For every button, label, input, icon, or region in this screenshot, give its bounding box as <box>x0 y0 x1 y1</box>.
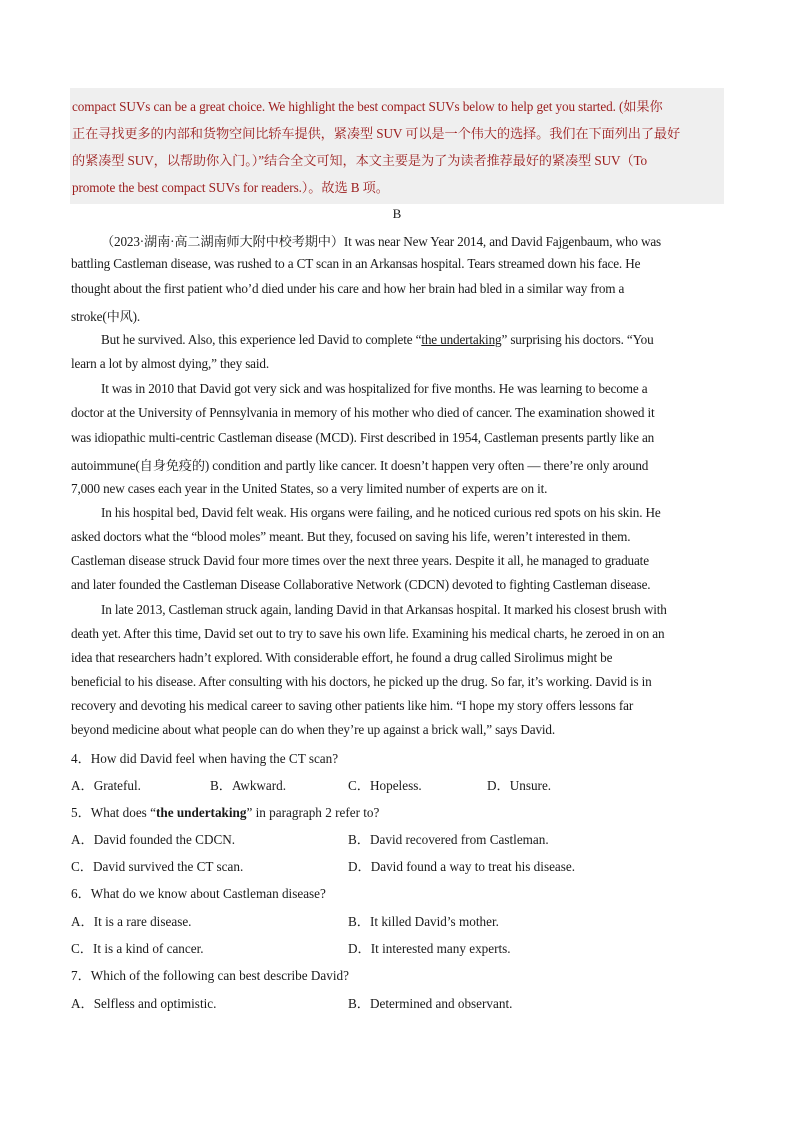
answer-line-3: 的紧凑型 SUV，以帮助你入门。）”结合全文可知，本文主要是为了为读者推荐最好的紧凑型 SUV（To <box>72 153 648 168</box>
passage-line: thought about the first patient who’d died under his care and how her brain had bled in a similar way from a <box>71 281 625 296</box>
option-c[interactable]: C．David survived the CT scan. <box>71 859 244 874</box>
answer-explanation-box <box>70 88 724 204</box>
answer-line-1: compact SUVs can be a great choice. We highlight the best compact SUVs below to help get you started. (如果你 <box>72 99 663 114</box>
passage-line: battling Castleman disease, was rushed to a CT scan in an Arkansas hospital. Tears streamed down his face. He <box>71 256 641 271</box>
bold-phrase: the undertaking <box>155 805 247 820</box>
passage-line: beyond medicine about what people can do when they’re up against a brick wall,” says David. <box>71 722 556 737</box>
underlined-phrase: the undertaking <box>421 332 502 347</box>
passage-line: In late 2013, Castleman struck again, landing David in that Arkansas hospital. It marked his closest brush with <box>101 602 667 617</box>
passage-line: recovery and devoting his medical career to saving other patients like him. “I hope my story offers lessons far <box>71 698 634 713</box>
question-stem: 4．How did David feel when having the CT scan? <box>71 751 339 766</box>
section-letter: B <box>392 206 402 221</box>
answer-line-4: promote the best compact SUVs for readers.）。故选 B 项。 <box>72 180 389 195</box>
passage-text: But he survived. Also, this experience led David to complete “ <box>101 332 422 347</box>
passage-line: and later founded the Castleman Disease Collaborative Network (CDCN) devoted to fighting Castleman disease. <box>71 577 651 592</box>
passage-line: death yet. After this time, David set out to try to save his own life. Examining his medical charts, he zeroed in on an <box>71 626 665 641</box>
question-text: 5．What does “ <box>71 805 156 820</box>
option-b[interactable]: B．It killed David’s mother. <box>348 914 499 929</box>
passage-line: In his hospital bed, David felt weak. His organs were failing, and he noticed curious red spots on his skin. He <box>101 505 661 520</box>
option-b[interactable]: B．Determined and observant. <box>348 996 513 1011</box>
option-a[interactable]: A．David founded the CDCN. <box>71 832 236 847</box>
passage-line: autoimmune(自身免疫的) condition and partly like cancer. It doesn’t happen very often — there’re only around <box>71 458 649 473</box>
answer-line-2: 正在寻找更多的内部和货物空间比轿车提供，紧凑型 SUV 可以是一个伟大的选择。我们在下面列出了最好 <box>72 126 681 141</box>
option-d[interactable]: D．David found a way to treat his disease. <box>348 859 576 874</box>
option-a[interactable]: A．Grateful. <box>71 778 141 793</box>
question-stem: 6．What do we know about Castleman disease? <box>71 886 326 901</box>
option-d[interactable]: D．Unsure. <box>487 778 552 793</box>
option-a[interactable]: A．It is a rare disease. <box>71 914 192 929</box>
passage-line: was idiopathic multi-centric Castleman disease (MCD). First described in 1954, Castleman presents partly like an <box>71 430 655 445</box>
option-b[interactable]: B．David recovered from Castleman. <box>348 832 549 847</box>
passage-line: It was in 2010 that David got very sick and was hospitalized for five months. He was learning to become a <box>101 381 648 396</box>
passage-line: learn a lot by almost dying,” they said. <box>71 356 269 371</box>
option-a[interactable]: A．Selfless and optimistic. <box>71 996 217 1011</box>
passage-line: idea that researchers hadn’t explored. With considerable effort, he found a drug called Sirolimus might be <box>71 650 613 665</box>
option-c[interactable]: C．It is a kind of cancer. <box>71 941 204 956</box>
option-d[interactable]: D．It interested many experts. <box>348 941 511 956</box>
passage-line: asked doctors what the “blood moles” meant. But they, focused on saving his life, weren’t interested in them. <box>71 529 631 544</box>
question-text: ” in paragraph 2 refer to? <box>246 805 380 820</box>
passage-line: Castleman disease struck David four more times over the next three years. Despite it all, he managed to graduate <box>71 553 649 568</box>
passage-line: （2023·湖南·高二湖南师大附中校考期中）It was near New Year 2014, and David Fajgenbaum, who was <box>101 234 662 249</box>
passage-line: 7,000 new cases each year in the United States, so a very limited number of experts are on it. <box>71 481 548 496</box>
option-c[interactable]: C．Hopeless. <box>348 778 422 793</box>
passage-line: stroke(中风). <box>71 309 141 324</box>
question-stem <box>71 802 379 821</box>
passage-line: doctor at the University of Pennsylvania in memory of his mother who died of cancer. The examination showed it <box>71 405 655 420</box>
passage-line: beneficial to his disease. After consulting with his doctors, he picked up the drug. So far, it’s working. David is in <box>71 674 652 689</box>
option-b[interactable]: B．Awkward. <box>210 778 287 793</box>
passage-text: ” surprising his doctors. “You <box>501 332 654 347</box>
passage-line <box>101 332 753 348</box>
question-stem: 7．Which of the following can best describe David? <box>71 968 349 983</box>
